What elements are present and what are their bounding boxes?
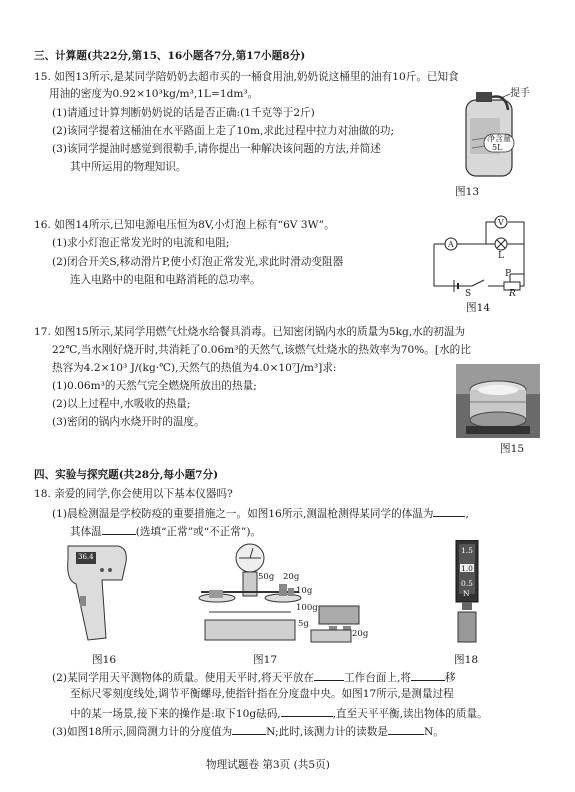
q18-line5: 至标尺零刻度线处,调节平衡螺母,使指针指在分度盘中央。如图17所示,是测量过程 — [70, 688, 454, 700]
rheostat-label: R — [509, 289, 516, 299]
balance-figure — [195, 540, 375, 646]
fig14-caption: 图14 — [466, 302, 491, 314]
q18-line2: (1)晨检测温是学校防疫的重要措施之一。如图16所示,测温枪测得某同学的体温为 , — [52, 508, 469, 520]
q18-line3: 其体温 (选填“正常”或“不正常”)。 — [70, 526, 262, 538]
q15-line1: 15. 如图13所示,是某同学陪奶奶去超市买的一桶食用油,奶奶说这桶里的油有10斤。已知食 — [34, 71, 459, 83]
circuit-figure — [426, 212, 536, 300]
weight-box — [319, 606, 359, 624]
fig16-caption: 图16 — [92, 654, 117, 666]
fig13-caption: 图13 — [455, 186, 480, 198]
section4-heading: 四、实验与探究题(共28分,每小题7分) — [34, 469, 219, 481]
q17-line1: 17. 如图15所示,某同学用燃气灶烧水给餐具消毒。已知密闭锅内水的质量为5kg,水的初温为 — [34, 326, 466, 338]
weight-10g: 10g — [296, 586, 313, 596]
weight-5g: 5g — [298, 619, 309, 629]
section3-heading: 三、计算题(共22分,第15、16小题各7分,第17小题8分) — [34, 50, 306, 62]
switch-symbol — [472, 280, 484, 286]
blank-surface[interactable] — [314, 670, 344, 681]
scale-tick-0.5: 0.5 — [461, 579, 473, 588]
q17-line5: (2)以上过程中,水吸收的热量; — [52, 398, 191, 410]
q18-line1: 18. 亲爱的同学,你会使用以下基本仪器吗? — [34, 488, 233, 500]
lamp-label: L — [498, 251, 504, 261]
scale-tick-1.0: 1.0 — [461, 564, 473, 573]
q16-line4: 连入电路中的电阻和电路消耗的总功率。 — [70, 274, 261, 286]
q18-line7: (3)如图18所示,圆筒测力计的分度值为 N;此时,该测力计的读数是 N。 — [52, 726, 444, 738]
q17-line4: (1)0.06m³的天然气完全燃烧所放出的热量; — [52, 380, 257, 392]
q17-line2: 22℃,当水刚好烧开时,共消耗了0.06m³的天然气,该燃气灶烧水的热效率为70%。[水的比 — [52, 344, 471, 356]
bottle-cap — [476, 92, 492, 102]
q15-line5: (3)该同学提油时感觉到很勒手,请你提出一种解决该问题的方法,并简述 — [52, 143, 381, 155]
ammeter-label: A — [448, 240, 454, 249]
voltmeter-label: V — [498, 218, 504, 227]
blank-temperature[interactable] — [433, 506, 465, 517]
page-footer: 物理试题卷 第3页 (共5页) — [206, 759, 330, 771]
scale-tick-1.5: 1.5 — [461, 546, 473, 555]
weight-20g-box: 20g — [352, 629, 369, 639]
blank-rider[interactable] — [411, 670, 445, 681]
handle-label: 提手 — [510, 88, 530, 99]
slider-label: P — [505, 269, 512, 279]
blank-normal[interactable] — [102, 524, 136, 535]
switch-label: S — [465, 289, 472, 299]
gun-screen-reading: 36.4 — [78, 553, 94, 561]
fig18-caption: 图18 — [454, 654, 479, 666]
balance-base — [205, 620, 295, 640]
thermometer-gun-figure — [62, 540, 138, 646]
q17-line6: (3)密闭的锅内水烧开时的温度。 — [52, 416, 205, 428]
q16-line1: 16. 如图14所示,已知电源电压恒为8V,小灯泡上标有“6V 3W”。 — [34, 219, 335, 231]
scale-unit: N — [463, 589, 470, 598]
weight-20g: 20g — [283, 572, 300, 582]
blank-division[interactable] — [232, 724, 266, 735]
fig15-caption: 图15 — [500, 443, 525, 455]
steamer-photo — [456, 364, 540, 438]
q18-line4: (2)某同学用天平测物体的质量。使用天平时,将天平放在 工作台面上,将 移 — [52, 672, 456, 684]
q15-line6: 其中所运用的物理知识。 — [70, 161, 187, 173]
blank-reading[interactable] — [388, 724, 424, 735]
q16-line2: (1)求小灯泡正常发光时的电流和电阻; — [52, 237, 230, 249]
weight-50g: 50g — [258, 572, 275, 582]
fig17-caption: 图17 — [253, 654, 278, 666]
q15-line2: 用油的密度为0.92×10³kg/m³,1L=1dm³。 — [49, 88, 259, 100]
sticker-line1: 净含量 — [487, 134, 511, 143]
weight-100g: 100g — [296, 603, 318, 613]
sticker-line2: 5L — [492, 143, 503, 152]
hanging-weight — [458, 612, 476, 642]
q15-line4: (2)该同学提着这桶油在水平路面上走了10m,求此过程中拉力对油做的功; — [52, 125, 395, 137]
q17-line3: 热容为4.2×10³ J/(kg·℃),天然气的热值为4.0×10⁷J/m³]求: — [52, 362, 337, 374]
blank-operation[interactable] — [281, 706, 333, 717]
q18-line6: 中的某一场景,接下来的操作是:取下10g砝码, ,直至天平平衡,读出物体的质量。 — [70, 708, 488, 720]
q16-line3: (2)闭合开关S,移动滑片P,使小灯泡正常发光,求此时滑动变阻器 — [52, 256, 344, 268]
q15-line3: (1)请通过计算判断奶奶说的话是否正确:(1千克等于2斤) — [52, 107, 315, 119]
